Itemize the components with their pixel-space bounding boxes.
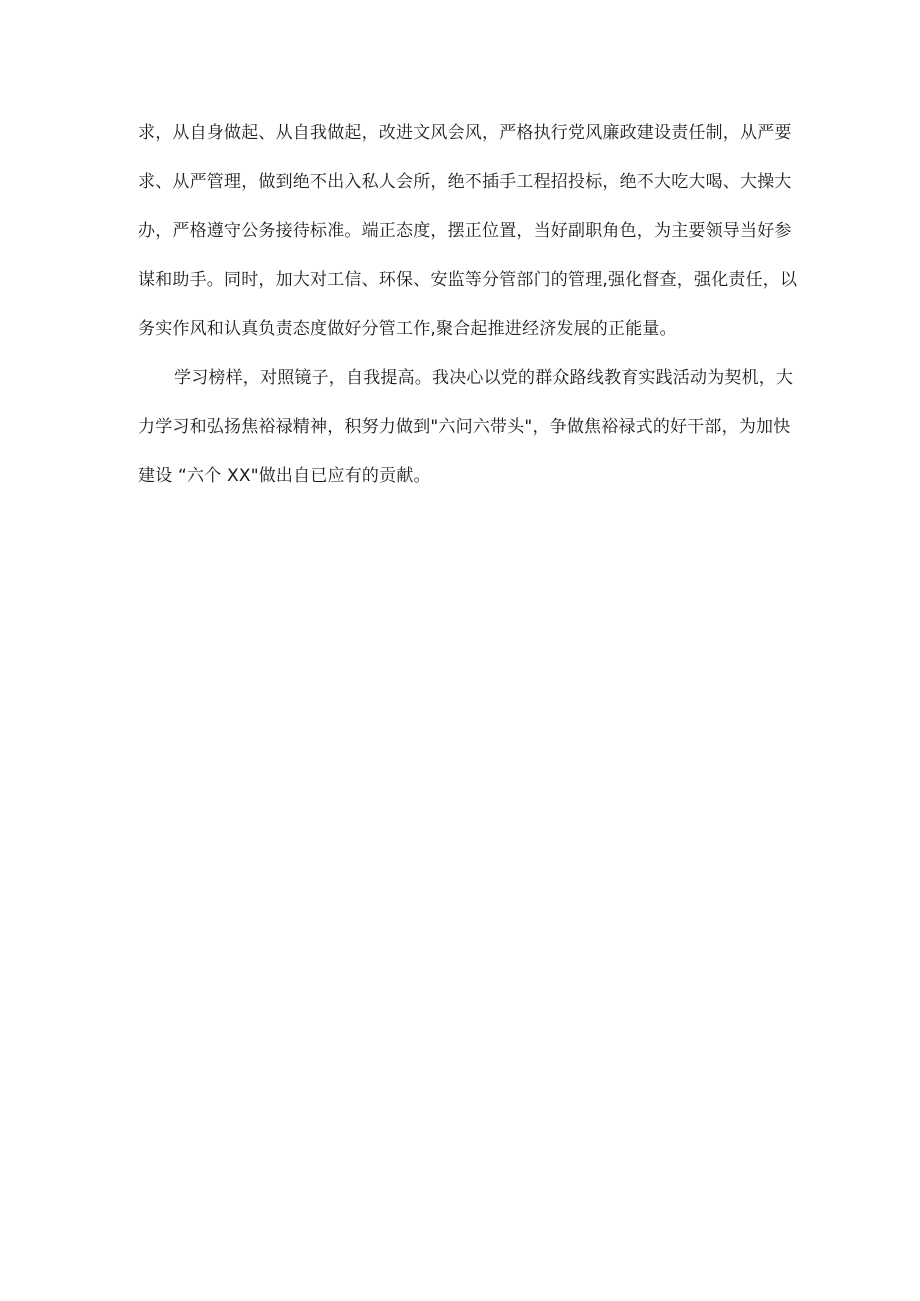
text-line: 学习榜样，对照镜子，自我提高。我决心以党的群众路线教育实践活动为契机，大 bbox=[174, 368, 794, 388]
text-line: 力学习和弘扬焦裕禄精神，积努力做到"六问六带头"，争做焦裕禄式的好干部，为加快 bbox=[138, 417, 791, 437]
text-line: 求，从自身做起、从自我做起，改进文风会风，严格执行党风廉政建设责任制，从严要 bbox=[138, 123, 792, 143]
text-line: 求、从严管理，做到绝不出入私人会所，绝不插手工程招投标，绝不大吃大喝、大操大 bbox=[138, 172, 792, 192]
text-line: 办，严格遵守公务接待标准。端正态度，摆正位置，当好副职角色，为主要领导当好参 bbox=[138, 221, 792, 241]
text-line: 务实作风和认真负责态度做好分管工作,聚合起推进经济发展的正能量。 bbox=[138, 319, 677, 339]
document-body bbox=[138, 109, 798, 501]
paragraph-2 bbox=[138, 354, 794, 501]
paragraph-1 bbox=[138, 109, 798, 354]
text-line: 建设 “六个 XX"做出自已应有的贡献。 bbox=[138, 466, 431, 486]
text-line: 谋和助手。同时，加大对工信、环保、安监等分管部门的管理,强化督查，强化责任，以 bbox=[138, 270, 798, 290]
